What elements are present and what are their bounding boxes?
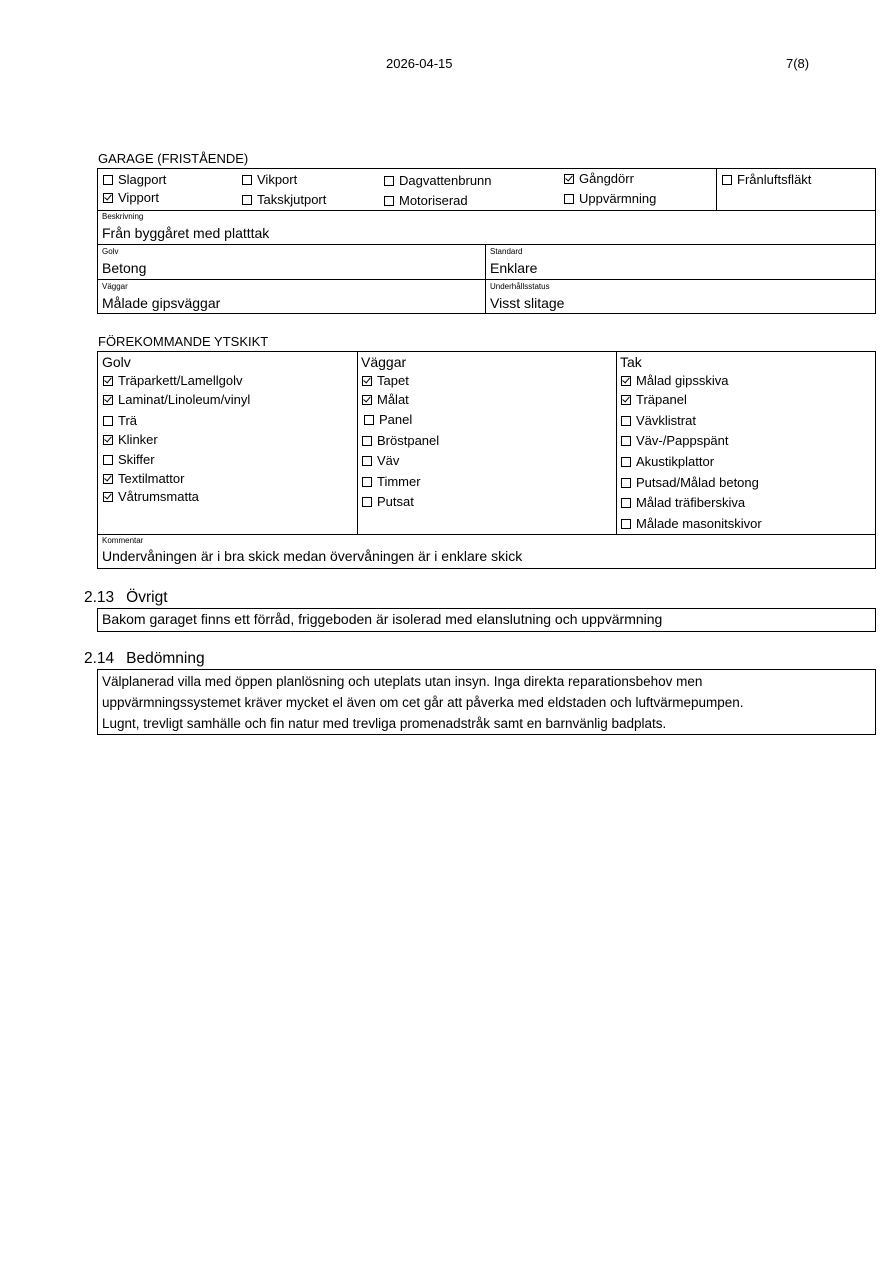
- beskrivning-value: Från byggåret med platttak: [102, 225, 270, 241]
- kommentar-label: Kommentar: [102, 536, 144, 545]
- checkbox-icon: [362, 497, 372, 507]
- checkbox-timmer[interactable]: Timmer: [362, 474, 421, 490]
- kommentar-value: Undervåningen är i bra skick medan övervåningen är i enklare skick: [102, 548, 523, 564]
- underhall-value: Visst slitage: [490, 295, 565, 311]
- checkbox-malad-trafiberskiva[interactable]: Målad träfiberskiva: [621, 495, 745, 511]
- checkbox-checked-icon: [103, 492, 113, 502]
- checkbox-icon: [384, 196, 394, 206]
- checkbox-motoriserad[interactable]: Motoriserad: [384, 193, 468, 209]
- checkbox-traparkett[interactable]: Träparkett/Lamellgolv: [103, 373, 243, 389]
- checkbox-tapet[interactable]: Tapet: [362, 373, 409, 389]
- beskrivning-label: Beskrivning: [102, 212, 144, 221]
- checkbox-vavklistrat[interactable]: Vävklistrat: [621, 413, 696, 429]
- checkbox-icon: [362, 456, 372, 466]
- golv-label: Golv: [102, 247, 119, 256]
- checkbox-icon: [242, 175, 252, 185]
- checkbox-checked-icon: [621, 376, 631, 386]
- checkbox-icon: [364, 415, 374, 425]
- checkbox-tra[interactable]: Trä: [103, 413, 137, 429]
- checkbox-takskjutport[interactable]: Takskjutport: [242, 192, 326, 208]
- checkbox-putsad-betong[interactable]: Putsad/Målad betong: [621, 475, 759, 491]
- checkbox-icon: [621, 498, 631, 508]
- checkbox-vav[interactable]: Väv: [362, 453, 399, 469]
- checkbox-skiffer[interactable]: Skiffer: [103, 452, 155, 468]
- column-title-vaggar: Väggar: [361, 354, 407, 370]
- checkbox-brostpanel[interactable]: Bröstpanel: [362, 433, 439, 449]
- checkbox-putsat[interactable]: Putsat: [362, 494, 414, 510]
- section-heading-ovrigt: 2.13 Övrigt: [84, 589, 168, 606]
- header-date: 2026-04-15: [386, 56, 453, 71]
- checkbox-checked-icon: [362, 395, 372, 405]
- checkbox-dagvattenbrunn[interactable]: Dagvattenbrunn: [384, 173, 492, 189]
- checkbox-malad-gipsskiva[interactable]: Målad gipsskiva: [621, 373, 729, 389]
- checkbox-icon: [103, 175, 113, 185]
- checkbox-checked-icon: [103, 474, 113, 484]
- checkbox-malade-masonitskivor[interactable]: Målade masonitskivor: [621, 516, 762, 532]
- checkbox-checked-icon: [564, 174, 574, 184]
- checkbox-icon: [621, 436, 631, 446]
- checkbox-icon: [362, 477, 372, 487]
- vaggar-value: Målade gipsväggar: [102, 295, 221, 311]
- checkbox-slagport[interactable]: Slagport: [103, 172, 166, 188]
- checkbox-icon: [103, 455, 113, 465]
- checkbox-klinker[interactable]: Klinker: [103, 432, 158, 448]
- checkbox-franluftsflakt[interactable]: Frånluftsfläkt: [722, 172, 811, 188]
- checkbox-vatrumsmatta[interactable]: Våtrumsmatta: [103, 489, 199, 505]
- checkbox-panel[interactable]: Panel: [364, 412, 412, 428]
- checkbox-akustikplattor[interactable]: Akustikplattor: [621, 454, 714, 470]
- checkbox-icon: [621, 478, 631, 488]
- checkbox-textilmattor[interactable]: Textilmattor: [103, 471, 184, 487]
- checkbox-uppvarmning[interactable]: Uppvärmning: [564, 191, 656, 207]
- vaggar-label: Väggar: [102, 282, 128, 291]
- checkbox-icon: [621, 519, 631, 529]
- checkbox-checked-icon: [362, 376, 372, 386]
- ytskikt-title: FÖREKOMMANDE YTSKIKT: [98, 334, 269, 349]
- checkbox-icon: [103, 416, 113, 426]
- column-title-tak: Tak: [620, 354, 642, 370]
- checkbox-vipport[interactable]: Vipport: [103, 190, 159, 206]
- standard-label: Standard: [490, 247, 523, 256]
- ovrigt-text: Bakom garaget finns ett förråd, friggeboden är isolerad med elanslutning och uppvärmning: [102, 611, 663, 627]
- bedomning-line-2: uppvärmningssystemet kräver mycket el även om cet går att påverka med eldstaden och luftvärmepumpen.: [102, 695, 744, 710]
- checkbox-checked-icon: [103, 395, 113, 405]
- standard-value: Enklare: [490, 260, 538, 276]
- checkbox-icon: [722, 175, 732, 185]
- bedomning-line-3: Lugnt, trevligt samhälle och fin natur med trevliga promenadstråk samt en barnvänlig badplats.: [102, 716, 667, 731]
- checkbox-checked-icon: [621, 395, 631, 405]
- checkbox-icon: [384, 176, 394, 186]
- checkbox-malat[interactable]: Målat: [362, 392, 409, 408]
- garage-title: GARAGE (FRISTÅENDE): [98, 151, 249, 166]
- checkbox-checked-icon: [103, 376, 113, 386]
- checkbox-icon: [621, 457, 631, 467]
- golv-value: Betong: [102, 260, 147, 276]
- checkbox-icon: [362, 436, 372, 446]
- checkbox-checked-icon: [103, 435, 113, 445]
- checkbox-gangdorr[interactable]: Gångdörr: [564, 171, 634, 187]
- checkbox-vav-pappspant[interactable]: Väv-/Pappspänt: [621, 433, 729, 449]
- checkbox-vikport[interactable]: Vikport: [242, 172, 297, 188]
- section-heading-bedomning: 2.14 Bedömning: [84, 650, 205, 667]
- checkbox-icon: [621, 416, 631, 426]
- bedomning-line-1: Välplanerad villa med öppen planlösning och uteplats utan insyn. Inga direkta reparationsbehov men: [102, 674, 703, 689]
- checkbox-checked-icon: [103, 193, 113, 203]
- checkbox-icon: [564, 194, 574, 204]
- column-title-golv: Golv: [102, 354, 131, 370]
- underhall-label: Underhållsstatus: [490, 282, 550, 291]
- page-number: 7(8): [786, 56, 810, 71]
- checkbox-icon: [242, 195, 252, 205]
- checkbox-laminat[interactable]: Laminat/Linoleum/vinyl: [103, 392, 250, 408]
- checkbox-trapanel[interactable]: Träpanel: [621, 392, 687, 408]
